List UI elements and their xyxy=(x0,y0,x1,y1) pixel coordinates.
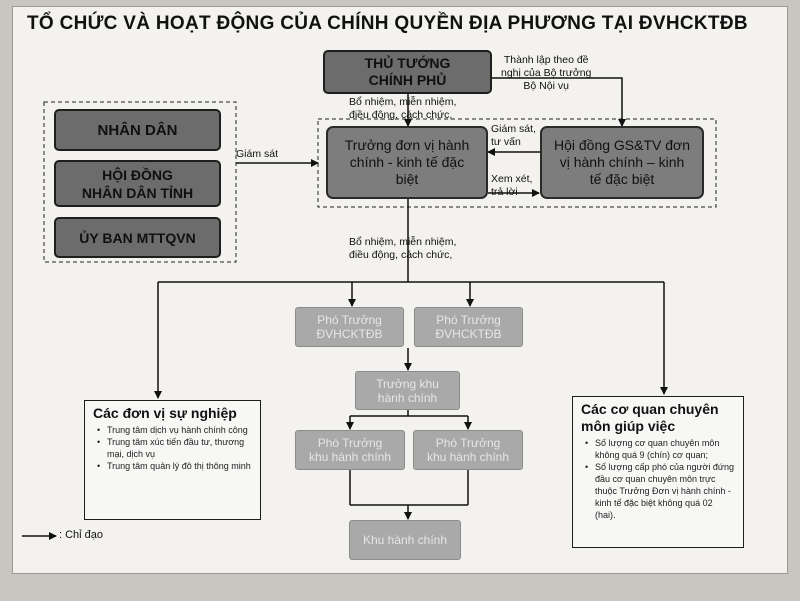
pho-truong-2-line-2: ĐVHCKTĐB xyxy=(435,327,502,341)
truong-don-vi-box xyxy=(326,126,488,199)
pho-truong-khu-1-line-1: Phó Trưởng xyxy=(317,436,383,450)
truong-line-1: Trưởng đơn vị hành xyxy=(344,137,470,153)
nhan-dan-label: NHÂN DÂN xyxy=(97,121,178,139)
list-item: • Trung tâm xúc tiến đầu tư, thương mại, dịch vụ xyxy=(101,436,252,460)
truong-khu-line-1: Trưởng khu xyxy=(376,376,439,391)
diagram-title: TỔ CHỨC VÀ HOẠT ĐỘNG CỦA CHÍNH QUYỀN ĐỊA PHƯƠNG TẠI ĐVHCKTĐB xyxy=(27,13,748,34)
giam-sat-tu-van-line-2: tư vấn xyxy=(491,136,521,148)
pho-truong-khu-box-2 xyxy=(413,430,523,470)
truong-khu-line-2: hành chính xyxy=(377,390,438,405)
don-vi-su-nghiep-box xyxy=(84,400,261,520)
hoi-dong-gstv-box xyxy=(540,126,704,199)
truong-line-2: chính - kinh tế đặc xyxy=(349,154,465,170)
xem-xet-line-1: Xem xét, xyxy=(491,173,533,185)
don-vi-su-nghiep-list xyxy=(93,424,252,472)
khu-hanh-chinh-label: Khu hành chính xyxy=(362,533,448,547)
pho-truong-1-line-1: Phó Trưởng xyxy=(317,313,382,327)
thanh-lap-line-2: nghị của Bộ trưởng xyxy=(501,67,592,79)
thanh-lap-label xyxy=(501,54,591,93)
truong-khu-hanh-chinh-box xyxy=(355,371,460,410)
bo-nhiem-bottom-line-2: điều động, cách chức, xyxy=(349,249,453,261)
co-quan-chuyen-mon-list xyxy=(581,437,735,521)
bo-nhiem-top-label xyxy=(349,96,456,122)
bo-nhiem-top-line-1: Bổ nhiệm, miễn nhiệm, xyxy=(349,96,457,108)
pho-truong-2-line-1: Phó Trưởng xyxy=(436,313,501,327)
co-quan-heading-line-2: môn giúp việc xyxy=(581,418,676,434)
legend-label: : Chỉ đạo xyxy=(59,529,104,541)
co-quan-chuyen-mon-box xyxy=(572,396,744,548)
hoi-dong-line-1: Hội đồng GS&TV đơn xyxy=(553,137,691,153)
hoi-dong-line-3: tế đặc biệt xyxy=(589,171,655,187)
pho-truong-1-line-2: ĐVHCKTĐB xyxy=(316,327,383,341)
giam-sat-tu-van-label xyxy=(491,123,536,149)
pho-truong-dvhcktdb-box-2 xyxy=(414,307,523,347)
thanh-lap-line-1: Thành lập theo đề xyxy=(503,54,589,66)
truong-line-3: biệt xyxy=(395,171,419,187)
co-quan-heading-line-1: Các cơ quan chuyên xyxy=(581,401,719,417)
uy-ban-label: ỦY BAN MTTQVN xyxy=(79,229,196,246)
hoi-dong-line-2: vị hành chính – kinh xyxy=(559,154,685,170)
thu-tuong-chinh-phu-box xyxy=(323,50,492,94)
pho-truong-khu-2-line-2: khu hành chính xyxy=(426,450,510,464)
thu-tuong-line-2: CHÍNH PHỦ xyxy=(368,72,447,88)
thu-tuong-line-1: THỦ TƯỚNG xyxy=(364,55,451,71)
pho-truong-dvhcktdb-box-1 xyxy=(295,307,404,347)
pho-truong-khu-1-line-2: khu hành chính xyxy=(308,450,392,464)
pho-truong-khu-box-1 xyxy=(295,430,405,470)
xem-xet-label xyxy=(491,173,532,199)
co-quan-chuyen-mon-heading xyxy=(581,401,735,435)
list-item: • Trung tâm quản lý đô thị thông minh xyxy=(101,460,252,472)
giam-sat-tu-van-line-1: Giám sát, xyxy=(491,123,536,135)
nhan-dan-box xyxy=(54,109,221,151)
pho-truong-khu-2-line-1: Phó Trưởng xyxy=(435,436,501,450)
uy-ban-mttqvn-box xyxy=(54,217,221,258)
list-item: • Số lượng cấp phó của người đứng đầu cơ quan chuyên môn trực thuộc Trưởng Đơn vị hành chính - kinh tế đặc biệt không quá 02 (hai). xyxy=(589,461,735,521)
list-item: • Số lượng cơ quan chuyên môn không quá 9 (chín) cơ quan; xyxy=(589,437,735,461)
list-item: • Trung tâm dịch vụ hành chính công xyxy=(101,424,252,436)
bo-nhiem-top-line-2: điều động, cách chức, xyxy=(349,109,453,121)
hdnd-line-2: NHÂN DÂN TỈNH xyxy=(81,184,194,201)
giam-sat-left-label: Giám sát xyxy=(236,148,279,160)
don-vi-su-nghiep-heading: Các đơn vị sự nghiệp xyxy=(93,405,237,421)
thanh-lap-line-3: Bộ Nội vụ xyxy=(523,80,569,92)
bo-nhiem-bottom-line-1: Bổ nhiệm, miễn nhiệm, xyxy=(349,236,457,248)
hdnd-line-1: HỘI ĐỒNG xyxy=(102,166,173,183)
khu-hanh-chinh-box xyxy=(349,520,461,560)
bo-nhiem-bottom-label xyxy=(349,236,456,262)
hdnd-tinh-box xyxy=(54,160,221,207)
xem-xet-line-2: trả lời xyxy=(491,186,518,198)
